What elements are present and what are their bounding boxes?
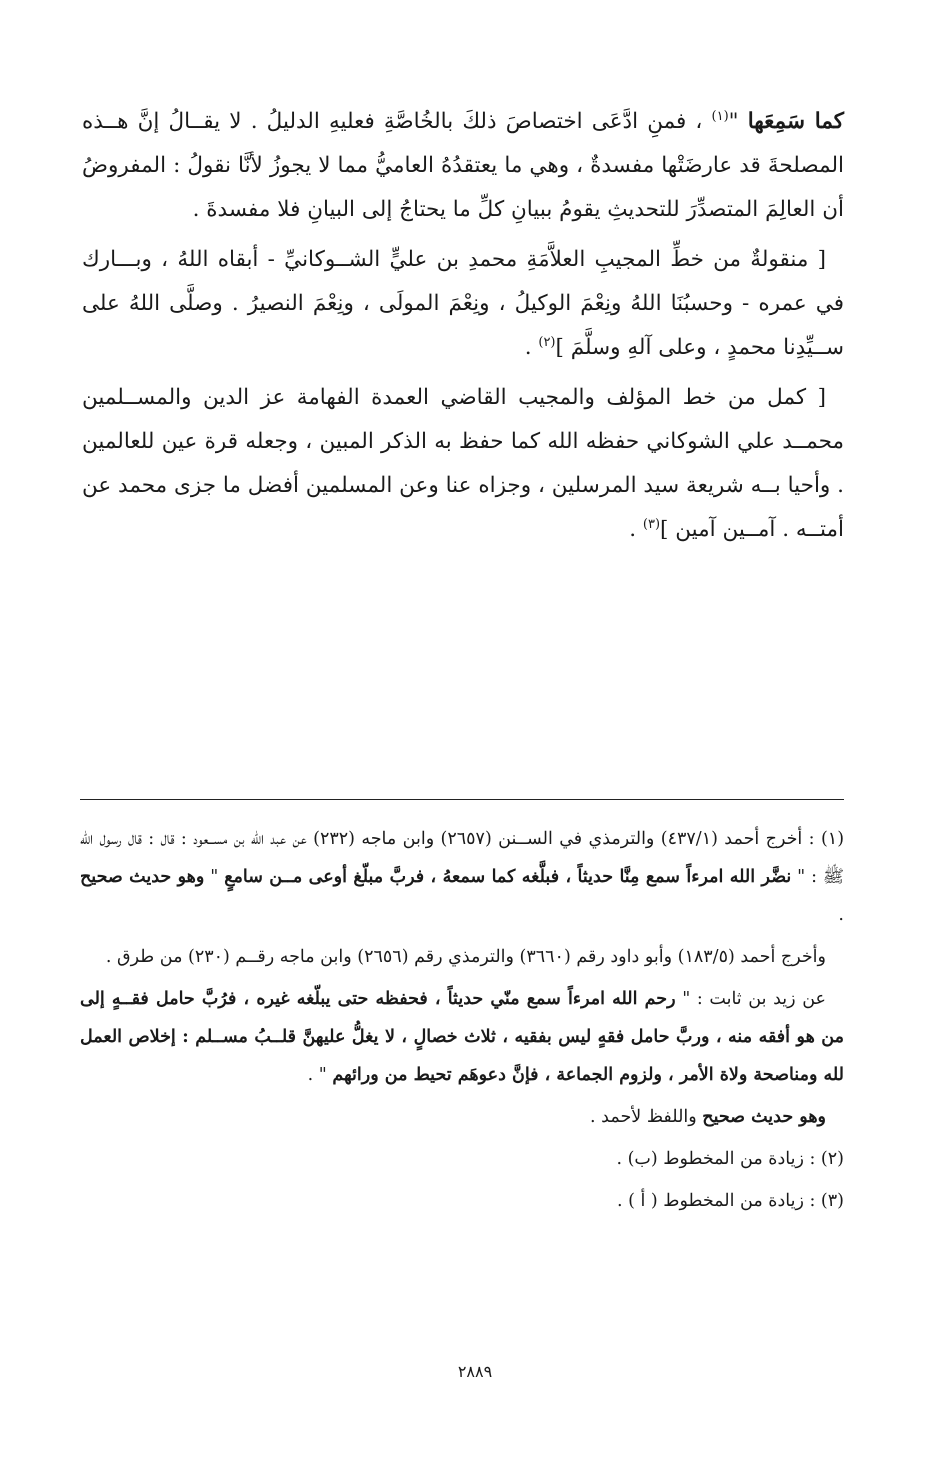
paragraph-1-quote: " bbox=[728, 109, 748, 134]
footnote-ref-2[interactable]: (٢) bbox=[538, 334, 556, 350]
paragraph-1 bbox=[82, 100, 844, 232]
footnote-1-grade-2-bold: وهو حديث صحيح bbox=[702, 1107, 826, 1127]
footnote-2: (٢) : زيادة من المخطوط (ب) . bbox=[616, 1149, 844, 1169]
footnotes bbox=[80, 820, 844, 1224]
paragraph-3-end: . bbox=[629, 517, 643, 542]
footnote-1-hadith: نضَّر الله امرءاً سمع مِنَّا حديثاً ، فبلَّغه كما سمعهُ ، فربَّ مبلّغ أوعى مــن سامعٍ bbox=[224, 867, 792, 887]
paragraph-2 bbox=[82, 238, 844, 370]
footnote-separator bbox=[80, 799, 844, 800]
footnote-1-grade-2 bbox=[80, 1098, 844, 1136]
footnote-1-continued: وأخرج أحمد (١٨٣/٥) وأبو داود رقم (٣٦٦٠) والترمذي رقم (٢٦٥٦) وابن ماجه رقــم (٢٣٠) من طرق . bbox=[105, 947, 826, 967]
footnote-1-quote-close: " bbox=[204, 867, 225, 887]
footnote-1-grade-2-rest: واللفظ لأحمد . bbox=[590, 1107, 703, 1127]
paragraph-1-text: ، فمنِ ادَّعَى اختصاصَ ذلكَ بالخُاصَّةِ فعليهِ الدليلُ . لا يقــالُ إنَّ هــذه المصلحةَ قد عارضَتْها مفسدةٌ ، وهي ما يعتقدُهُ العاميُّ مما لا يجوزُ لأنَّا نقولُ : المفروضُ أن العالِمَ المتصدِّرَ للتحديثِ يقومُ ببيانِ كلِّ ما يحتاجُ إلى البيانِ فلا مفسدةَ . bbox=[82, 109, 844, 222]
footnote-1-hadith-2 bbox=[80, 980, 844, 1094]
main-text bbox=[82, 100, 844, 558]
footnote-3: (٣) : زيادة من المخطوط ( أ ) . bbox=[616, 1191, 844, 1211]
footnote-1-hadith-2-end: " . bbox=[307, 1065, 333, 1085]
paragraph-3 bbox=[82, 376, 844, 552]
footnote-1-end: . bbox=[838, 905, 844, 925]
footnote-1-grade: وهو حديث صحيح bbox=[80, 867, 205, 887]
footnote-1-hadith-2-intro: عن زيد بن ثابت : " bbox=[675, 989, 826, 1009]
paragraph-2-text: [ منقولةٌ من خطِّ المجيبِ العلاَّمَةِ محمدِ بن عليٍّ الشــوكانيِّ - أبقاه اللهُ ، وبـــارك في عمره - وحسبُنَا اللهُ ونِعْمَ الوكيلُ ، ونِعْمَ المولَى ، ونِعْمَ النصيرُ . وصلَّى اللهُ على ســيِّدِنا محمدٍ ، وعلى آلهِ وسلَّمَ ] bbox=[82, 247, 844, 360]
paragraph-2-end: . bbox=[524, 335, 539, 360]
footnote-1-intro: (١) : أخرج أحمد (٤٣٧/١) والترمذي في الســنن (٢٦٥٧) وابن ماجه (٢٣٢) عن عبد الله بن مســعود : قال : قال رسول الله ﷺ : " bbox=[80, 829, 845, 887]
footnote-ref-3[interactable]: (٣) bbox=[642, 516, 661, 532]
paragraph-3-text: [ كمل من خط المؤلف والمجيب القاضي العمدة الفهامة عز الدين والمســلمين محمــد علي الشوكاني حفظه الله كما حفظ به الذكر المبين ، وجعله قرة عين للعالمين . وأحيا بــه شريعة سيد المرسلين ، وجزاه عنا وعن المسلمين أفضل ما جزى محمد عن أمتــه . آمــين آمين ] bbox=[82, 385, 844, 542]
footnote-1-hadith-2-text: رحم الله امرءاً سمع منّي حديثاً ، فحفظه حتى يبلّغه غيره ، فرُبَّ حامل فقــهٍ إلى من هو أفقه منه ، وربَّ حامل فقهٍ ليس بفقيه ، ثلاث خصالٍ ، لا يغلُّ عليهنَّ قلــبُ مســلم : إخلاص العمل لله ومناصحة ولاة الأمر ، ولزوم الجماعة ، فإنَّ دعوهَم تحيط من ورائهم bbox=[80, 989, 844, 1085]
footnote-1 bbox=[80, 820, 844, 934]
paragraph-1-bold-phrase: كما سَمِعَها bbox=[747, 109, 844, 134]
footnote-ref-1[interactable]: (١) bbox=[711, 108, 729, 124]
page-number: ٢٨٨٩ bbox=[457, 1362, 493, 1381]
